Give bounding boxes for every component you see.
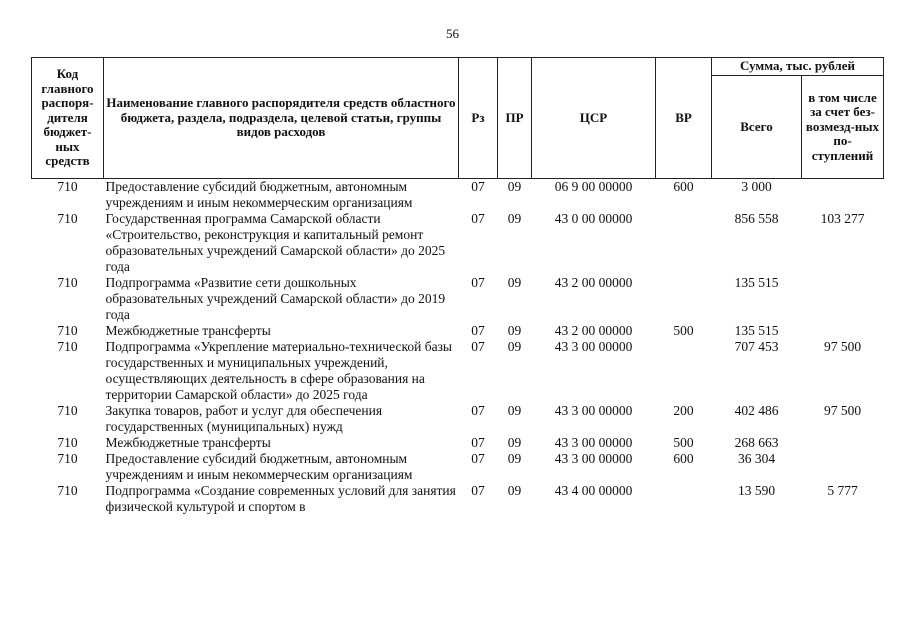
cell-name: Подпрограмма «Развитие сети дошкольных образовательных учреждений Самарской области» до 2019 года [105, 275, 446, 322]
cell-csr: 43 3 00 00000 [554, 339, 633, 354]
cell-pr: 09 [507, 275, 522, 290]
cell-rz: 07 [471, 339, 485, 354]
cell-gratis: 97 500 [823, 403, 862, 418]
cell-rz: 07 [471, 435, 485, 450]
header-pr: ПР [498, 58, 532, 179]
header-name: Наименование главного распорядителя средств областного бюджета, раздела, подраздела, целевой статьи, группы видов расходов [104, 58, 459, 179]
cell-csr: 43 2 00 00000 [554, 323, 633, 338]
cell-name: Предоставление субсидий бюджетным, автономным учреждениям и иным некоммерческим организациям [105, 179, 413, 210]
table-row [32, 435, 884, 451]
cell-gratis [802, 179, 884, 212]
table-row [32, 323, 884, 339]
cell-name: Закупка товаров, работ и услуг для обеспечения государственных (муниципальных) нужд [105, 403, 383, 434]
cell-csr: 43 3 00 00000 [554, 435, 633, 450]
cell-code: 710 [57, 435, 78, 450]
cell-code: 710 [57, 451, 78, 466]
cell-vr [656, 339, 712, 403]
cell-vr: 200 [673, 403, 694, 418]
cell-name: Подпрограмма «Создание современных условий для занятия физической культурой и спортом в [105, 483, 456, 514]
cell-gratis [802, 451, 884, 483]
table-header [32, 58, 884, 179]
cell-csr: 43 3 00 00000 [554, 403, 633, 418]
cell-code: 710 [57, 323, 78, 338]
cell-gratis [802, 435, 884, 451]
cell-name: Предоставление субсидий бюджетным, автономным учреждениям и иным некоммерческим организациям [105, 451, 413, 482]
cell-vr: 500 [673, 323, 694, 338]
table-row [32, 483, 884, 515]
cell-vr: 600 [673, 179, 694, 194]
cell-gratis: 97 500 [823, 339, 862, 354]
cell-name: Межбюджетные трансферты [105, 435, 271, 450]
cell-total: 36 304 [737, 451, 776, 466]
cell-rz: 07 [471, 211, 485, 226]
cell-rz: 07 [471, 275, 485, 290]
cell-pr: 09 [507, 211, 522, 226]
cell-vr: 600 [673, 451, 694, 466]
header-sum: Сумма, тыс. рублей [712, 58, 884, 76]
cell-rz: 07 [471, 179, 485, 194]
cell-code: 710 [57, 339, 78, 354]
cell-vr: 500 [673, 435, 694, 450]
cell-csr: 43 2 00 00000 [554, 275, 633, 290]
cell-gratis: 5 777 [827, 483, 858, 498]
cell-code: 710 [57, 483, 78, 498]
cell-code: 710 [57, 275, 78, 290]
table-row [32, 179, 884, 212]
cell-pr: 09 [507, 403, 522, 418]
cell-rz: 07 [471, 483, 485, 498]
cell-csr: 43 3 00 00000 [554, 451, 633, 466]
cell-pr: 09 [507, 179, 522, 194]
cell-csr: 43 4 00 00000 [554, 483, 633, 498]
table-row [32, 211, 884, 275]
cell-pr: 09 [507, 435, 522, 450]
header-total: Всего [712, 76, 802, 179]
cell-total: 856 558 [734, 211, 779, 226]
budget-table [31, 57, 884, 515]
cell-total: 135 515 [734, 275, 779, 290]
cell-gratis: 103 277 [820, 211, 865, 226]
cell-code: 710 [57, 179, 78, 194]
cell-gratis [802, 323, 884, 339]
cell-rz: 07 [471, 323, 485, 338]
cell-total: 135 515 [734, 323, 779, 338]
table-row [32, 403, 884, 435]
table-row [32, 339, 884, 403]
cell-pr: 09 [507, 323, 522, 338]
header-vr: ВР [656, 58, 712, 179]
cell-code: 710 [57, 403, 78, 418]
cell-vr [656, 483, 712, 515]
table-body [32, 179, 884, 516]
cell-gratis [802, 275, 884, 323]
cell-pr: 09 [507, 483, 522, 498]
cell-pr: 09 [507, 451, 522, 466]
header-rz: Рз [459, 58, 498, 179]
cell-csr: 06 9 00 00000 [554, 179, 633, 194]
cell-total: 402 486 [734, 403, 779, 418]
header-gratis: в том числе за счет без-возмезд-ных по-ступлений [802, 76, 884, 179]
cell-name: Межбюджетные трансферты [105, 323, 271, 338]
cell-name: Государственная программа Самарской области «Строительство, реконструкция и капитальный ремонт образовательных учреждений Самарской области» до 2025 года [105, 211, 446, 274]
cell-pr: 09 [507, 339, 522, 354]
header-code: Код главного распоря-дителя бюджет-ных средств [32, 58, 104, 179]
cell-name: Подпрограмма «Укрепление материально-технической базы государственных и муниципальных учреждений, осуществляющих деятельность в сфере образования на территории Самарской области» до 2025 года [105, 339, 452, 402]
cell-total: 3 000 [741, 179, 772, 194]
table-row [32, 275, 884, 323]
cell-rz: 07 [471, 451, 485, 466]
cell-total: 268 663 [734, 435, 779, 450]
cell-csr: 43 0 00 00000 [554, 211, 633, 226]
cell-vr [656, 275, 712, 323]
cell-rz: 07 [471, 403, 485, 418]
header-csr: ЦСР [532, 58, 656, 179]
table-row [32, 451, 884, 483]
cell-total: 13 590 [737, 483, 776, 498]
cell-vr [656, 211, 712, 275]
page-number: 56 [446, 26, 459, 41]
cell-total: 707 453 [734, 339, 779, 354]
cell-code: 710 [57, 211, 78, 226]
